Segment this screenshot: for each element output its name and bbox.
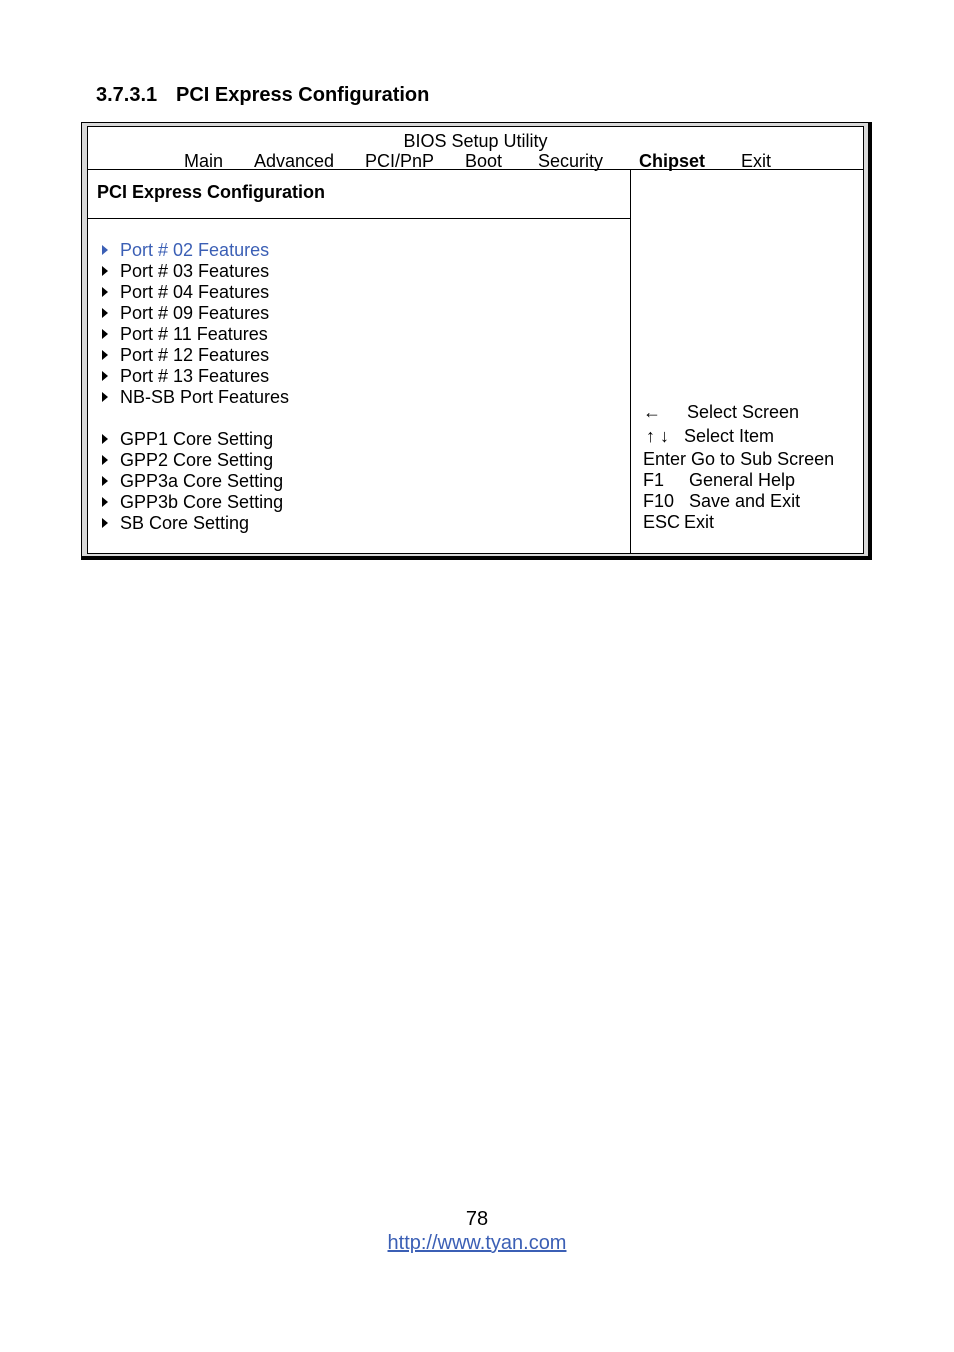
pane-title: PCI Express Configuration [97, 182, 326, 202]
left-arrow-icon: ← [643, 402, 661, 422]
item-label: Port # 03 Features [120, 261, 270, 281]
item-sb-core-setting[interactable] [102, 513, 249, 534]
item-gpp1-core-setting[interactable] [102, 429, 273, 450]
item-label: GPP3a Core Setting [120, 471, 284, 491]
triangle-right-icon [102, 455, 108, 465]
triangle-right-icon [102, 497, 108, 507]
item-label: NB-SB Port Features [120, 387, 290, 407]
bios-screenshot-frame [81, 122, 872, 560]
help-key: F10 [643, 491, 675, 511]
bios-title-bar [88, 127, 863, 170]
triangle-right-icon [102, 371, 108, 381]
item-port-02-features[interactable] [102, 240, 269, 261]
help-text: Select Screen [687, 402, 800, 422]
item-gpp3b-core-setting[interactable] [102, 492, 283, 513]
triangle-right-icon [102, 245, 108, 255]
menu-boot[interactable]: Boot [465, 151, 503, 171]
item-nb-sb-port-features[interactable] [102, 387, 289, 408]
item-label: SB Core Setting [120, 513, 250, 533]
item-label: GPP3b Core Setting [120, 492, 284, 512]
help-text: General Help [689, 470, 796, 490]
section-number: 3.7.3.1 [96, 84, 158, 106]
bios-screen [87, 126, 864, 554]
section-heading [96, 84, 429, 107]
triangle-right-icon [102, 350, 108, 360]
triangle-right-icon [102, 476, 108, 486]
triangle-right-icon [102, 266, 108, 276]
item-gpp2-core-setting[interactable] [102, 450, 273, 471]
triangle-right-icon [102, 434, 108, 444]
triangle-right-icon [102, 392, 108, 402]
help-key: F1 [643, 470, 665, 490]
item-port-13-features[interactable] [102, 366, 269, 387]
menu-chipset[interactable]: Chipset [639, 151, 706, 171]
triangle-right-icon [102, 329, 108, 339]
item-port-11-features[interactable] [102, 324, 268, 345]
settings-pane [88, 170, 631, 554]
help-text: Exit [684, 512, 715, 532]
help-enter [643, 449, 834, 470]
bios-title: BIOS Setup Utility [403, 131, 548, 151]
menu-pci-pnp[interactable]: PCI/PnP [365, 151, 435, 171]
page-number: 78 [465, 1208, 489, 1230]
menu-exit[interactable]: Exit [741, 151, 772, 171]
help-f10 [643, 491, 800, 512]
help-select-screen [643, 402, 799, 423]
help-key: Enter [643, 449, 687, 469]
help-select-item [643, 426, 774, 447]
help-text: Go to Sub Screen [691, 449, 835, 469]
item-label: GPP2 Core Setting [120, 450, 274, 470]
item-label: Port # 13 Features [120, 366, 270, 386]
item-port-03-features[interactable] [102, 261, 269, 282]
menu-security[interactable]: Security [538, 151, 604, 171]
item-label: Port # 11 Features [120, 324, 268, 344]
item-gpp3a-core-setting[interactable] [102, 471, 283, 492]
help-f1 [643, 470, 795, 491]
footer-url [0, 1232, 954, 1255]
triangle-right-icon [102, 518, 108, 528]
item-label: Port # 09 Features [120, 303, 270, 323]
item-port-12-features[interactable] [102, 345, 269, 366]
help-esc [643, 512, 714, 533]
item-label: Port # 04 Features [120, 282, 270, 302]
help-text: Save and Exit [689, 491, 801, 511]
item-label: Port # 02 Features [120, 240, 270, 260]
pane-header [88, 170, 630, 219]
up-down-arrow-icon: ↑ ↓ [646, 426, 670, 446]
menu-main[interactable]: Main [184, 151, 224, 171]
help-key: ESC [643, 512, 681, 532]
item-port-04-features[interactable] [102, 282, 269, 303]
item-label: Port # 12 Features [120, 345, 270, 365]
triangle-right-icon [102, 308, 108, 318]
item-port-09-features[interactable] [102, 303, 269, 324]
menu-advanced[interactable]: Advanced [254, 151, 335, 171]
item-label: GPP1 Core Setting [120, 429, 274, 449]
triangle-right-icon [102, 287, 108, 297]
website-link[interactable]: http://www.tyan.com [387, 1232, 567, 1254]
help-text: Select Item [684, 426, 775, 446]
section-title: PCI Express Configuration [176, 84, 430, 106]
